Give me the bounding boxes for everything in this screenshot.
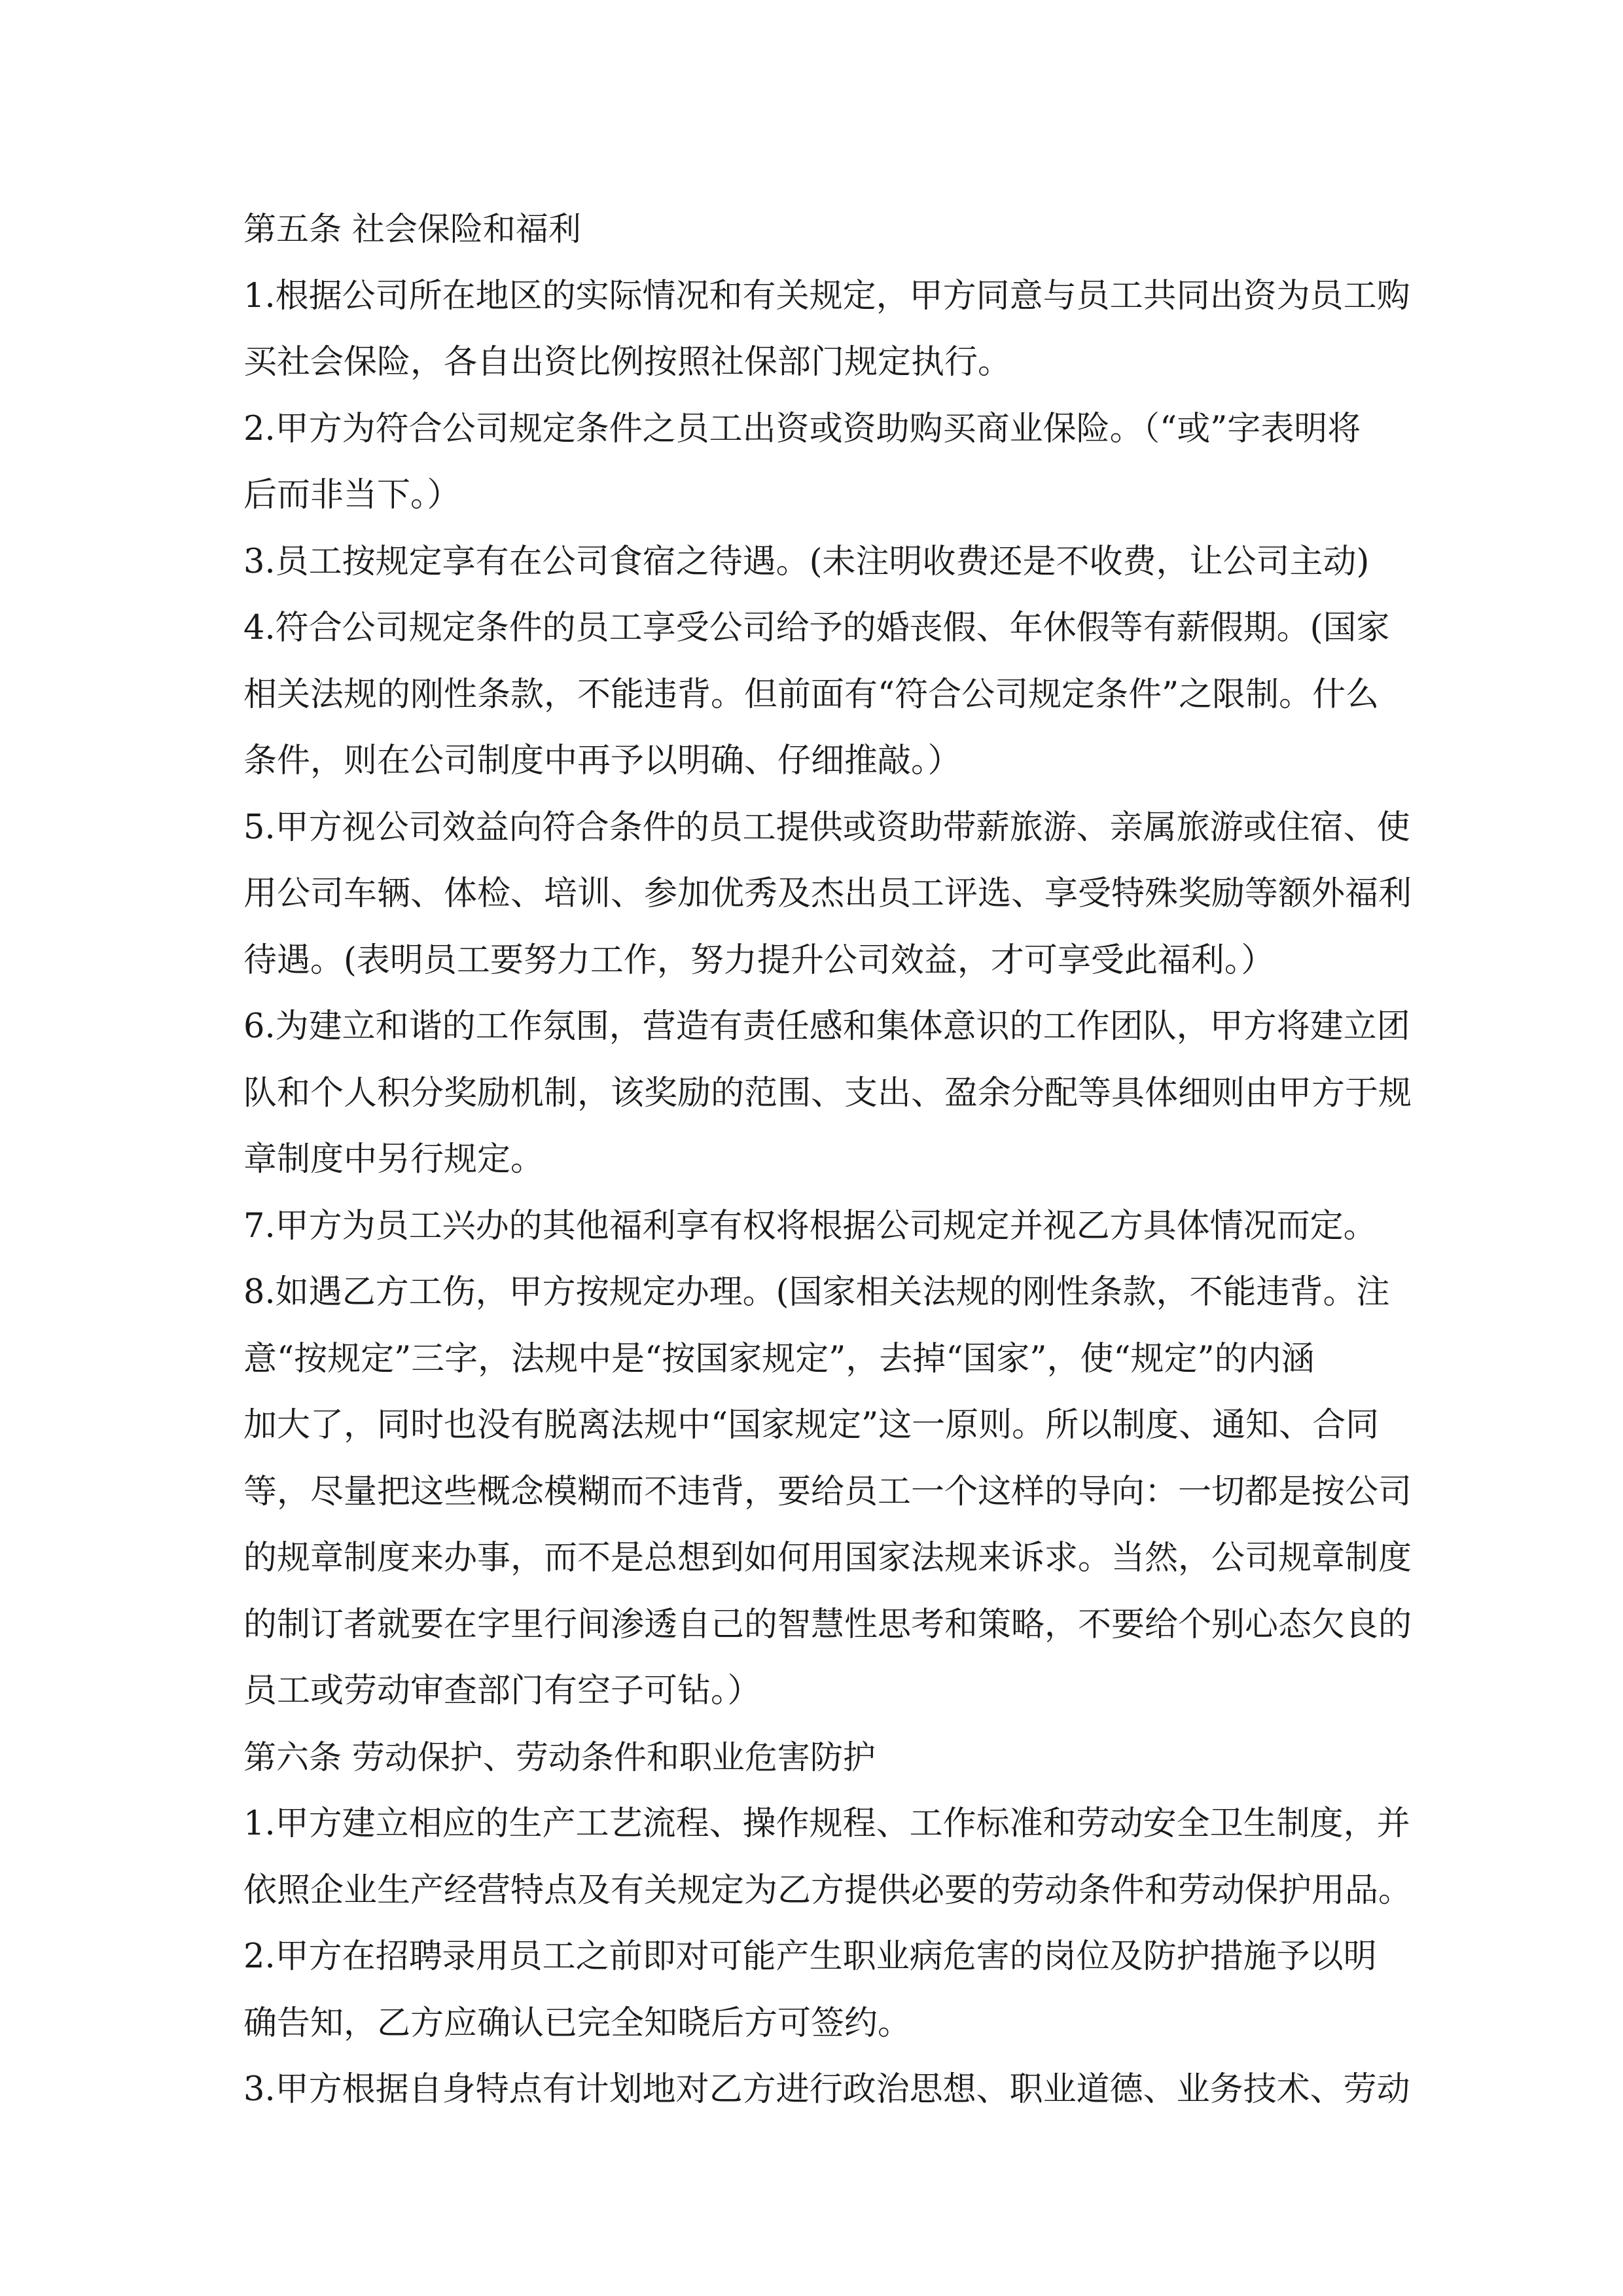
paragraph-line: 员工或劳动审查部门有空子可钻。） [243, 1672, 761, 1710]
paragraph-line: 6.为建立和谐的工作氛围，营造有责任感和集体意识的工作团队，甲方将建立团 [243, 1007, 1410, 1046]
paragraph-line: 确告知，乙方应确认已完全知晓后方可签约。 [243, 2003, 912, 2043]
paragraph-line: 4.符合公司规定条件的员工享受公司给予的婚丧假、年休假等有薪假期。(国家 [243, 609, 1390, 647]
paragraph-line: 8.如遇乙方工伤，甲方按规定办理。(国家相关法规的刚性条款，不能违背。注 [243, 1273, 1390, 1312]
paragraph-line: 7.甲方为员工兴办的其他福利享有权将根据公司规定并视乙方具体情况而定。 [243, 1206, 1377, 1246]
paragraph-line: 依照企业生产经营特点及有关规定为乙方提供必要的劳动条件和劳动保护用品。 [243, 1871, 1412, 1910]
paragraph-line: 后而非当下。） [243, 476, 461, 514]
paragraph-line: 2.甲方为符合公司规定条件之员工出资或资助购买商业保险。（“或”字表明将 [243, 409, 1361, 448]
paragraph-line: 队和个人积分奖励机制，该奖励的范围、支出、盈余分配等具体细则由甲方于规 [243, 1073, 1412, 1113]
paragraph-line: 3.员工按规定享有在公司食宿之待遇。(未注明收费还是不收费，让公司主动) [243, 542, 1370, 581]
paragraph-line: 的制订者就要在字里行间渗透自己的智慧性思考和策略，不要给个别心态欠良的 [243, 1605, 1412, 1644]
paragraph-line: 章制度中另行规定。 [243, 1140, 544, 1179]
paragraph-line: 待遇。(表明员工要努力工作，努力提升公司效益，才可享受此福利。） [243, 941, 1275, 980]
paragraph-line: 相关法规的刚性条款，不能违背。但前面有“符合公司规定条件”之限制。什么 [243, 675, 1380, 714]
paragraph-line: 意“按规定”三字，法规中是“按国家规定”，去掉“国家”，使“规定”的内涵 [243, 1339, 1315, 1378]
paragraph-line: 2.甲方在招聘录用员工之前即对可能产生职业病危害的岗位及防护措施予以明 [243, 1937, 1377, 1976]
paragraph-line: 5.甲方视公司效益向符合条件的员工提供或资助带薪旅游、亲属旅游或住宿、使 [243, 808, 1410, 847]
paragraph-line: 条件，则在公司制度中再予以明确、仔细推敲。） [243, 742, 961, 780]
section-heading: 第五条 社会保险和福利 [243, 210, 581, 248]
paragraph-line: 1.根据公司所在地区的实际情况和有关规定，甲方同意与员工共同出资为员工购 [243, 276, 1410, 315]
document-page [243, 196, 1412, 2123]
paragraph-line: 加大了，同时也没有脱离法规中“国家规定”这一原则。所以制度、通知、合同 [243, 1406, 1380, 1444]
paragraph-line: 买社会保险，各自出资比例按照社保部门规定执行。 [243, 343, 1012, 382]
section-heading: 第六条 劳动保护、劳动条件和职业危害防护 [243, 1738, 876, 1776]
paragraph-line: 的规章制度来办事，而不是总想到如何用国家法规来诉求。当然，公司规章制度 [243, 1539, 1412, 1577]
paragraph-line: 3.甲方根据自身特点有计划地对乙方进行政治思想、职业道德、业务技术、劳动 [243, 2070, 1410, 2109]
paragraph-line: 用公司车辆、体检、培训、参加优秀及杰出员工评选、享受特殊奖励等额外福利 [243, 874, 1412, 913]
paragraph-line: 1.甲方建立相应的生产工艺流程、操作规程、工作标准和劳动安全卫生制度，并 [243, 1804, 1410, 1843]
paragraph-line: 等，尽量把这些概念模糊而不违背，要给员工一个这样的导向：一切都是按公司 [243, 1472, 1412, 1511]
